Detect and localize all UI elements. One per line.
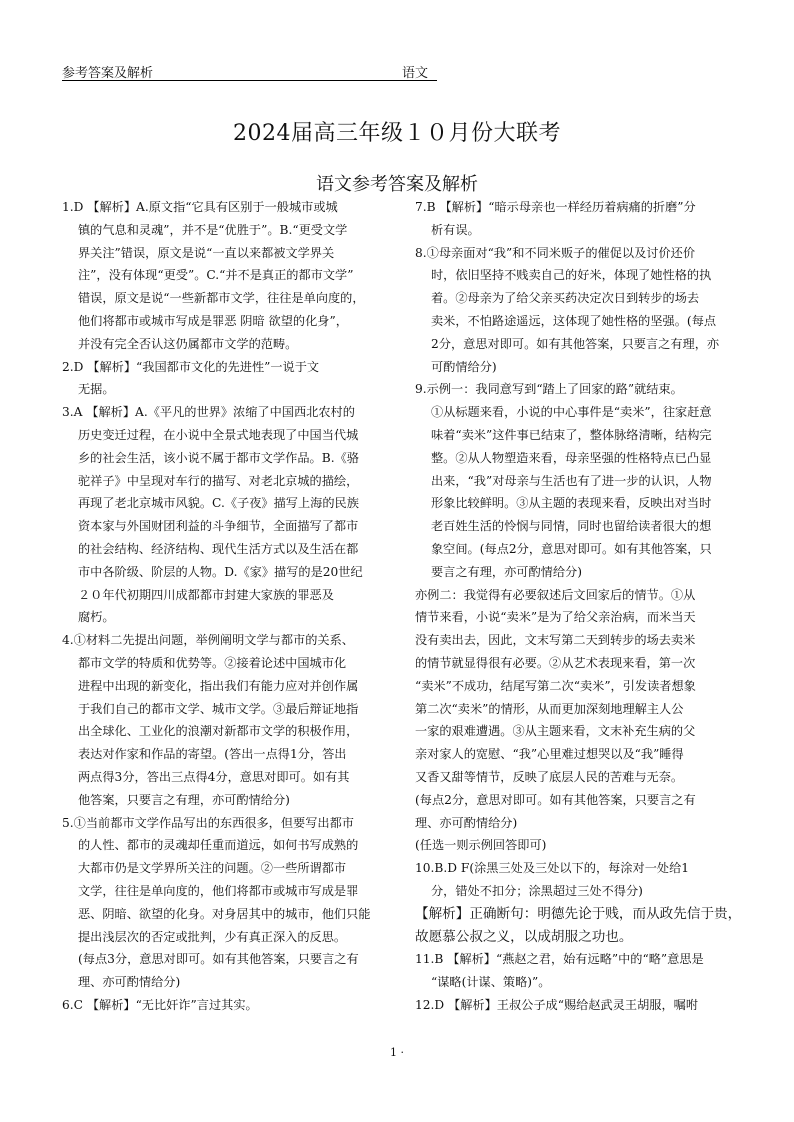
- answer-line: 析有误。: [431, 222, 480, 237]
- left-column: [62, 196, 407, 1017]
- answer-block: [415, 196, 760, 242]
- right-column: [415, 196, 760, 1017]
- answer-line: 6.C 【解析】“无比奸诈”言过其实。: [62, 997, 258, 1012]
- answer-line: 无据。: [78, 382, 115, 397]
- answer-line: 故愿慕公叔之义，以成胡服之功也。: [415, 928, 633, 945]
- answer-line: “谋略(计谋、策略)”。: [431, 975, 551, 990]
- answer-line: 11.B 【解析】“燕赵之君，始有远略”中的“略”意思是: [415, 952, 704, 967]
- answer-line: 整。②从人物塑造来看，母亲坚强的性格特点已凸显: [431, 450, 712, 465]
- answer-block: [415, 903, 760, 949]
- answer-line: 提出浅层次的否定或批判，少有真正深入的反思。: [78, 929, 347, 944]
- answer-line: 【解析】正确断句：明德先论于贱，而从政先信于贵，: [415, 905, 742, 922]
- answer-line: 2分，意思对即可。如有其他答案，只要言之有理，亦: [431, 336, 720, 351]
- answer-block: [415, 584, 760, 835]
- answer-line: 市中各阶级、阶层的人物。D.《家》描写的是20世纪: [78, 564, 363, 579]
- exam-title: 2024届高三年级１０月份大联考: [233, 121, 561, 146]
- answer-line: 都市文学的特质和优势等。②接着论述中国城市化: [78, 655, 347, 670]
- answer-block: [62, 629, 407, 811]
- page-header: [62, 62, 437, 81]
- answer-line: 亦例二：我觉得有必要叙述后文回家后的情节。①从: [415, 587, 696, 602]
- answer-block: [62, 356, 407, 402]
- answer-line: 界关注”错误，原文是说“一直以来都被文学界关: [78, 245, 335, 260]
- answer-line: (每点3分，意思对即可。如有其他答案，只要言之有: [78, 952, 359, 967]
- answer-line: 表达对作家和作品的寄望。(答出一点得1分，答出: [78, 747, 347, 762]
- answer-line: 的社会结构、经济结构、现代生活方式以及生活在都: [78, 541, 359, 556]
- answer-line: 12.D 【解析】王叔公子成“赐给赵武灵王胡服，嘱咐: [415, 997, 699, 1012]
- answer-line: 错误，原文是说“一些新都市文学，往往是单向度的，: [78, 291, 365, 306]
- answer-line: ２０年代初期四川成都都市封建大家族的罪恶及: [78, 587, 334, 602]
- answer-line: 8.①母亲面对“我”和不同米贩子的催促以及讨价还价: [415, 245, 696, 260]
- answer-line: 味着“卖米”这件事已结束了，整体脉络清晰，结构完: [431, 427, 712, 442]
- answer-line: 于我们自己的都市文学、城市文学。③最后辩证地指: [78, 701, 359, 716]
- answer-line: 老百姓生活的怜悯与同情，同时也留给读者很大的想: [431, 519, 712, 534]
- answer-block: [415, 834, 760, 857]
- answer-line: 的情节就显得很有必要。②从艺术表现来看，第一次: [415, 655, 696, 670]
- answer-line: 乡的社会生活，该小说不属于都市文学作品。B.《骆: [78, 450, 359, 465]
- answer-line: 时，依旧坚持不贱卖自己的好米，体现了她性格的执: [431, 268, 712, 283]
- answer-line: 进程中出现的新变化，指出我们有能力应对并创作属: [78, 678, 359, 693]
- answer-line: 大都市仍是文学界所关注的问题。②一些所谓都市: [78, 861, 347, 876]
- answer-line: 卖米，不怕路途遥远，这体现了她性格的坚强。(每点: [431, 313, 717, 328]
- answer-line: 注”，没有体现“更受”。C.“并不是真正的都市文学”: [78, 268, 354, 283]
- answer-line: 分，错处不扣分；涂黑超过三处不得分): [431, 883, 643, 898]
- answer-line: 文学，往往是单向度的，他们将都市或城市写成是罪: [78, 883, 359, 898]
- answer-block: [62, 401, 407, 629]
- answer-line: 亲对家人的宽慰、“我”心里难过想哭以及“我”睡得: [415, 747, 684, 762]
- answer-line: 他们将都市或城市写成是罪恶 阴暗 欲望的化身”，: [78, 313, 348, 328]
- answer-line: 他答案，只要言之有理，亦可酌情给分): [78, 792, 290, 807]
- answer-line: 9.示例一：我同意写到“踏上了回家的路”就结束。: [415, 382, 683, 397]
- answer-line: 5.①当前都市文学作品写出的东西很多，但要写出都市: [62, 815, 354, 830]
- answer-line: 象空间。(每点2分，意思对即可。如有其他答案，只: [431, 541, 712, 556]
- answer-block: [62, 994, 407, 1017]
- answer-line: 出全球化、工业化的浪潮对新都市文学的积极作用，: [78, 724, 359, 739]
- answer-line: ①从标题来看，小说的中心事件是“卖米”，往家赶意: [431, 405, 712, 420]
- answer-block: [415, 378, 760, 583]
- answer-line: 4.①材料二先提出问题，举例阐明文学与都市的关系、: [62, 633, 354, 648]
- answer-block: [62, 812, 407, 994]
- answer-line: 两点得3分，答出三点得4分，意思对即可。如有其: [78, 769, 350, 784]
- answer-line: 资本家与外国财团利益的斗争细节，全面描写了都市: [78, 519, 359, 534]
- answer-line: 2.D 【解析】“我国都市文化的先进性”一说于文: [62, 359, 320, 374]
- page-number: 1 ·: [390, 1046, 404, 1059]
- answer-line: 并没有完全否认这仍属都市文学的范畴。: [78, 336, 298, 351]
- answer-line: 又香又甜等情节，反映了底层人民的苦难与无奈。: [415, 769, 684, 784]
- answer-block: [415, 948, 760, 994]
- answer-line: 理、亦可酌情给分): [78, 975, 181, 990]
- answer-block: [415, 242, 760, 379]
- answer-line: 镇的气息和灵魂”，并不是“优胜于”。B.“更受文学: [78, 222, 348, 237]
- answer-line: 的人性、都市的灵魂却任重而道远，如何书写成熟的: [78, 838, 359, 853]
- answer-line: 历史变迁过程，在小说中全景式地表现了中国当代城: [78, 427, 359, 442]
- answer-block: [415, 994, 760, 1017]
- header-subject: 语文: [402, 66, 429, 81]
- answer-line: 10.B.D F(涂黑三处及三处以下的，每涂对一处给1: [415, 861, 690, 876]
- answer-line: 1.D 【解析】A.原文指“它具有区别于一般城市或城: [62, 200, 338, 214]
- answer-line: 第二次“卖米”的情形，从而更加深刻地理解主人公: [415, 701, 684, 716]
- answer-block: [62, 196, 407, 356]
- answer-line: “卖米”不成功，结尾写第二次“卖米”，引发读者想象: [415, 678, 696, 693]
- answer-line: 可酌情给分): [431, 359, 497, 374]
- answer-line: 7.B 【解析】“暗示母亲也一样经历着病痛的折磨”分: [415, 200, 696, 214]
- answer-line: 理、亦可酌情给分): [415, 815, 518, 830]
- answer-line: 驼祥子》中呈现对车行的描写、对老北京城的描绘，: [78, 473, 359, 488]
- answer-line: 没有卖出去，因此，文末写第二天到转步的场去卖米: [415, 633, 696, 648]
- answer-line: 着。②母亲为了给父亲买药决定次日到转步的场去: [431, 291, 700, 306]
- answer-line: 形象比较鲜明。③从主题的表现来看，反映出对当时: [431, 496, 712, 511]
- header-left: 参考答案及解析: [62, 66, 154, 81]
- answer-line: 要言之有理，亦可酌情给分): [431, 564, 583, 579]
- answer-line: 再现了老北京城市风貌。C.《子夜》描写上海的民族: [78, 496, 359, 511]
- answer-block: [415, 857, 760, 903]
- answer-line: 一家的艰难遭遇。③从主题来看，文末补充生病的父: [415, 724, 696, 739]
- document-subtitle: 语文参考答案及解析: [316, 174, 478, 195]
- answer-line: 出来，“我”对母亲与生活也有了进一步的认识，人物: [431, 473, 712, 488]
- answer-line: (每点2分，意思对即可。如有其他答案，只要言之有: [415, 792, 696, 807]
- answer-line: (任选一则示例回答即可): [415, 838, 547, 853]
- answer-line: 腐朽。: [78, 610, 115, 625]
- answer-line: 3.A 【解析】A.《平凡的世界》浓缩了中国西北农村的: [62, 405, 355, 420]
- answer-line: 恶、阴暗、欲望的化身。对身居其中的城市，他们只能: [78, 906, 371, 921]
- answer-line: 情节来看，小说“卖米”是为了给父亲治病，而米当天: [415, 610, 696, 625]
